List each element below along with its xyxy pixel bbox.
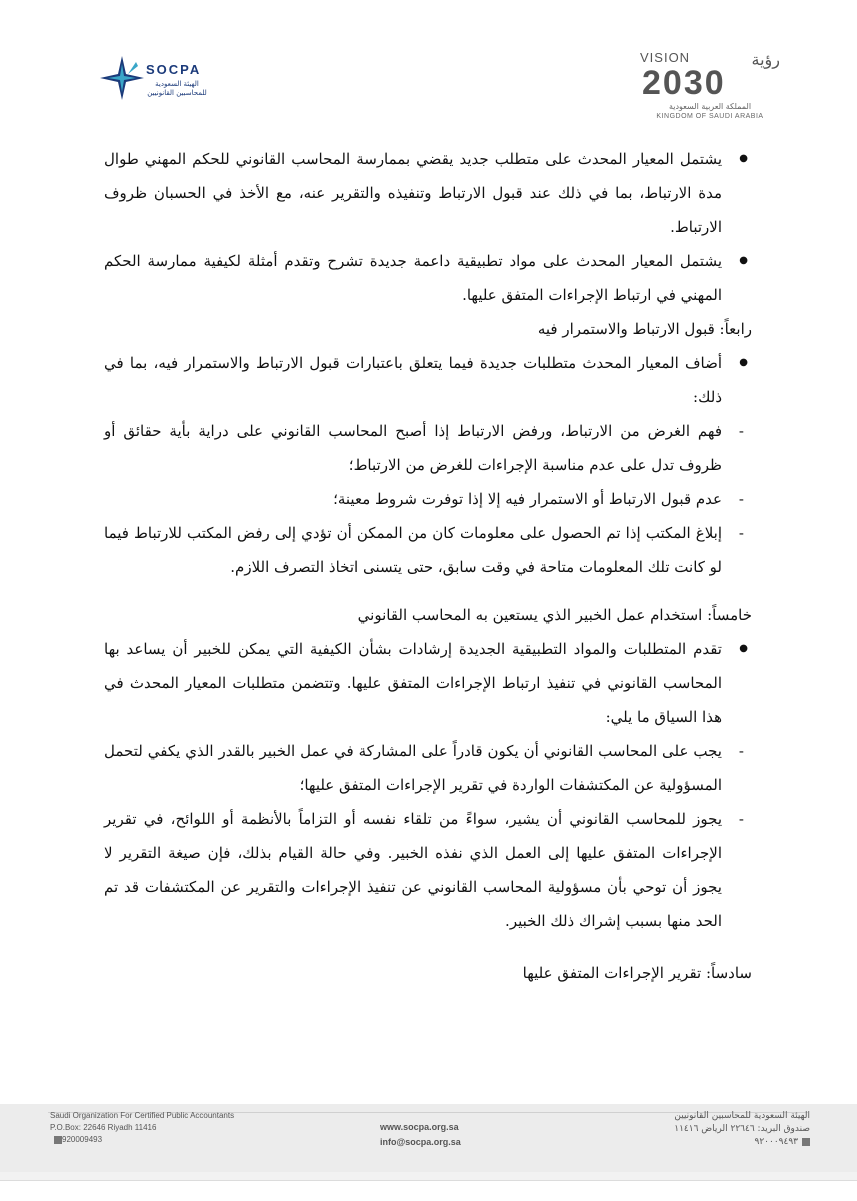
dash-item-conditions: - عدم قبول الارتباط أو الاستمرار فيه إلا إذا توفرت شروط معينة؛ — [104, 482, 752, 516]
next-page-edge — [0, 1180, 857, 1201]
bullet-application-material: ● يشتمل المعيار المحدث على مواد تطبيقية داعمة جديدة تشرح وتقدم أمثلة لكيفية ممارسة الحكم المهني في ارتباط الإجراءات المتفق عليها. — [104, 244, 752, 312]
footer-org-name-arabic: الهيئة السعودية للمحاسبين القانونيين — [674, 1111, 810, 1121]
dash-item-expert-involvement: - يجب على المحاسب القانوني أن يكون قادراً على المشاركة في عمل الخبير بالقدر الذي يكفي لتحمل المسؤولية عن المكتشفات الواردة في تقرير الإجراءات المتفق عليها؛ — [104, 734, 752, 802]
section-heading-6: سادساً: تقرير الإجراءات المتفق عليها — [522, 964, 752, 982]
phone-icon — [54, 1136, 62, 1144]
vision-2030-logo — [640, 50, 780, 125]
bullet-professional-judgment: ● يشتمل المعيار المحدث على متطلب جديد يقضي بممارسة المحاسب القانوني للحكم المهني طوال مدة الارتباط، بما في ذلك عند قبول الارتباط وتنفيذه والتقرير عنه، مع الأخذ في الحسبان ظروف الارتباط. — [104, 142, 752, 244]
footer-arabic-contact — [560, 1110, 810, 1149]
document-body — [104, 142, 752, 990]
footer-english-contact — [50, 1110, 234, 1146]
socpa-wordmark: SOCPA — [146, 62, 202, 77]
vision-year: 2030 — [642, 64, 726, 102]
socpa-logo — [98, 48, 213, 128]
footer-org-name: Saudi Organization For Certified Public Accountants — [50, 1111, 235, 1120]
footer-website-link[interactable]: www.socpa.org.sa — [380, 1122, 459, 1132]
vision-arabic-word: رؤية — [751, 52, 780, 69]
socpa-star-icon — [98, 54, 146, 102]
footer-phone: 920009493 — [62, 1135, 103, 1144]
section-heading-5: خامساً: استخدام عمل الخبير الذي يستعين به المحاسب القانوني — [357, 606, 752, 624]
vision-word: VISION — [640, 50, 691, 65]
footer-email-link[interactable]: info@socpa.org.sa — [380, 1137, 461, 1147]
socpa-arabic-name: الهيئة السعودية للمحاسبين القانونيين — [147, 80, 207, 97]
bullet-expert-guidance: ● تقدم المتطلبات والمواد التطبيقية الجديدة إرشادات بشأن الكيفية التي يمكن للخبير أن يساعد بها المحاسب القانوني في تنفيذ ارتباط الإجراءات المتفق عليها. وتتضمن متطلبات المعيار المحدث في هذا السياق ما يلي: — [104, 632, 752, 734]
phone-icon-arabic — [802, 1138, 810, 1146]
dash-item-understand-purpose: - فهم الغرض من الارتباط، ورفض الارتباط إذا أصبح المحاسب القانوني على دراية بأية حقائق أو ظروف تدل على عدم مناسبة الإجراءات للغرض من الارتباط؛ — [104, 414, 752, 482]
footer-pobox: P.O.Box: 22646 Riyadh 11416 — [50, 1123, 157, 1132]
dash-item-inform-firm: - إبلاغ المكتب إذا تم الحصول على معلومات كان من الممكن أن تؤدي إلى رفض المكتب للارتباط فيما لو كانت تلك المعلومات متاحة في وقت سابق، حتى يتسنى اتخاذ التصرف اللازم. — [104, 516, 752, 584]
page-footer — [0, 1104, 857, 1172]
footer-pobox-arabic: صندوق البريد: ٢٢٦٤٦ الرياض ١١٤١٦ — [674, 1124, 810, 1134]
kingdom-arabic: المملكة العربية السعودية — [668, 102, 752, 111]
footer-web-contact — [380, 1120, 461, 1150]
bullet-acceptance-requirements: ● أضاف المعيار المحدث متطلبات جديدة فيما يتعلق باعتبارات قبول الارتباط والاستمرار فيه، بما في ذلك: — [104, 346, 752, 414]
kingdom-english: KINGDOM OF SAUDI ARABIA — [656, 113, 764, 120]
dash-item-expert-reference: - يجوز للمحاسب القانوني أن يشير، سواءً من تلقاء نفسه أو التزاماً بالأنظمة أو اللوائح، في تقرير الإجراءات المتفق عليها إلى العمل الذي نفذه الخبير. وفي حالة القيام بذلك، فإن صيغة التقرير لا يجوز أن توحي بأن مسؤولية المحاسب القانوني عن تنفيذ الإجراءات والتقرير عن المكتشفات قد تم الحد منها بسبب إشراك ذلك الخبير. — [104, 802, 752, 938]
footer-phone-arabic: ٩٢٠٠٠٩٤٩٣ — [754, 1137, 798, 1147]
section-heading-4: رابعاً: قبول الارتباط والاستمرار فيه — [537, 320, 752, 338]
